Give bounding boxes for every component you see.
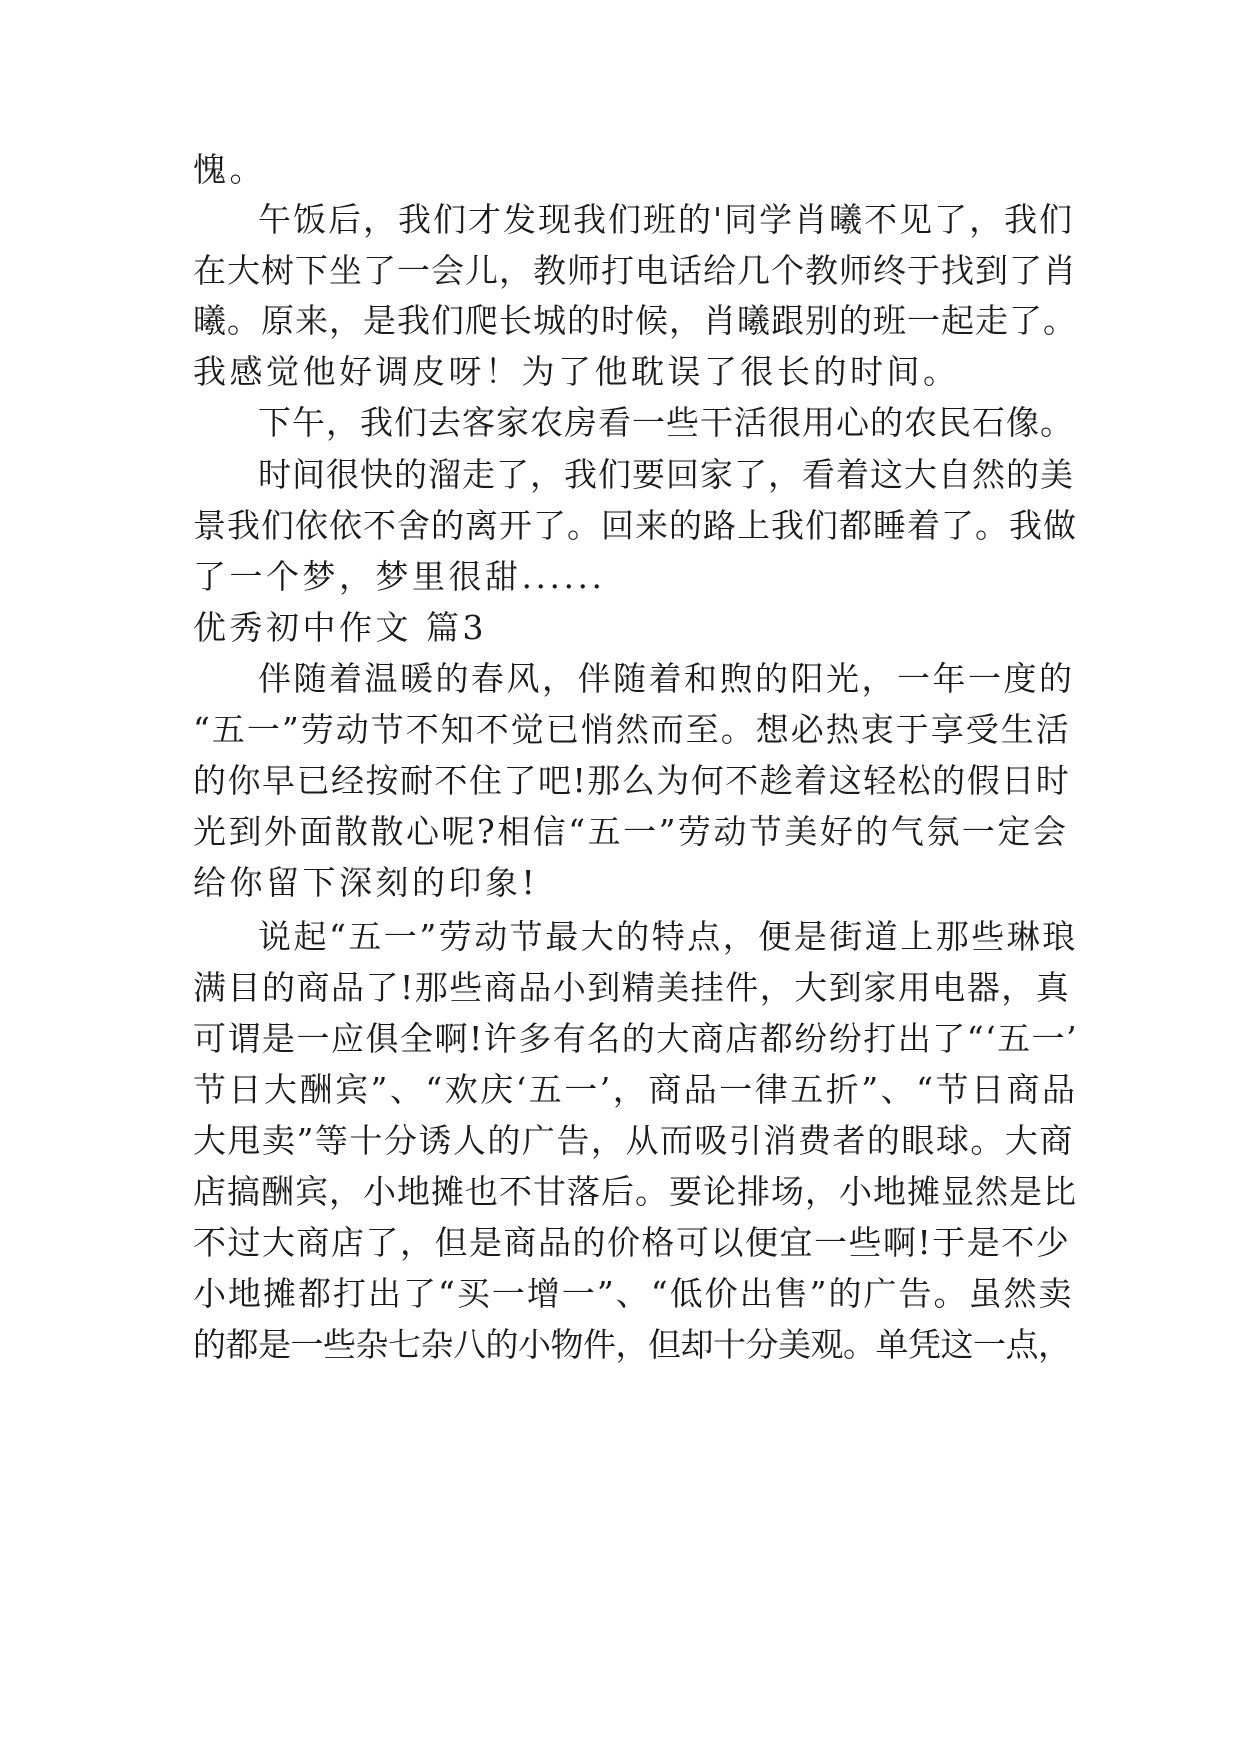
text-line: 小地摊都打出了“买一增一”、“低价出售”的广告。虽然卖 [193,1274,1074,1313]
text-line: 节日大酬宾”、“欢庆‘五一’，商品一律五折”、“节日商品 [193,1070,1078,1109]
text-line: 的都是一些杂七杂八的小物件，但却十分美观。单凭这一点， [193,1325,1071,1364]
paragraph-first-line: 时间很快的溜走了，我们要回家了，看着这大自然的美 [258,455,1074,494]
text-line: 景我们依依不舍的离开了。回来的路上我们都睡着了。我做 [193,506,1077,545]
paragraph-first-line: 午饭后，我们才发现我们班的'同学肖曦不见了，我们 [258,200,1075,239]
paragraph-first-line: 说起“五一”劳动节最大的特点，便是街道上那些琳琅 [258,917,1078,956]
text-line: 我感觉他好调皮呀！为了他耽误了很长的时间。 [193,352,960,391]
section-heading: 优秀初中作文 篇3 [193,608,487,647]
text-line: 曦。原来，是我们爬长城的时候，肖曦跟别的班一起走了。 [193,301,1077,340]
paragraph-first-line: 下午，我们去客家农房看一些干活很用心的农民石像。 [258,403,1074,442]
text-line: 在大树下坐了一会儿，教师打电话给几个教师终于找到了肖 [193,251,1077,290]
text-line: 了一个梦，梦里很甜...... [193,557,606,596]
text-line: 不过大商店了，但是商品的价格可以便宜一些啊!于是不少 [193,1223,1071,1262]
text-line: 可谓是一应俱全啊!许多有名的大商店都纷纷打出了“‘五一’ [193,1019,1079,1058]
text-line: 的你早已经按耐不住了吧!那么为何不趁着这轻松的假日时 [193,761,1071,800]
text-line: 愧。 [193,150,266,189]
text-line: 满目的商品了!那些商品小到精美挂件，大到家用电器，真 [193,968,1071,1007]
paragraph-first-line: 伴随着温暖的春风，伴随着和煦的阳光，一年一度的 [258,659,1075,698]
text-line: 给你留下深刻的印象! [193,863,539,902]
text-line: 店搞酬宾，小地摊也不甘落后。要论排场，小地摊显然是比 [193,1172,1077,1211]
text-line: “五一”劳动节不知不觉已悄然而至。想必热衷于享受生活 [193,710,1071,749]
text-line: 大甩卖”等十分诱人的广告，从而吸引消费者的眼球。大商 [193,1121,1074,1160]
text-line: 光到外面散散心呢?相信“五一”劳动节美好的气氛一定会 [193,812,1069,851]
